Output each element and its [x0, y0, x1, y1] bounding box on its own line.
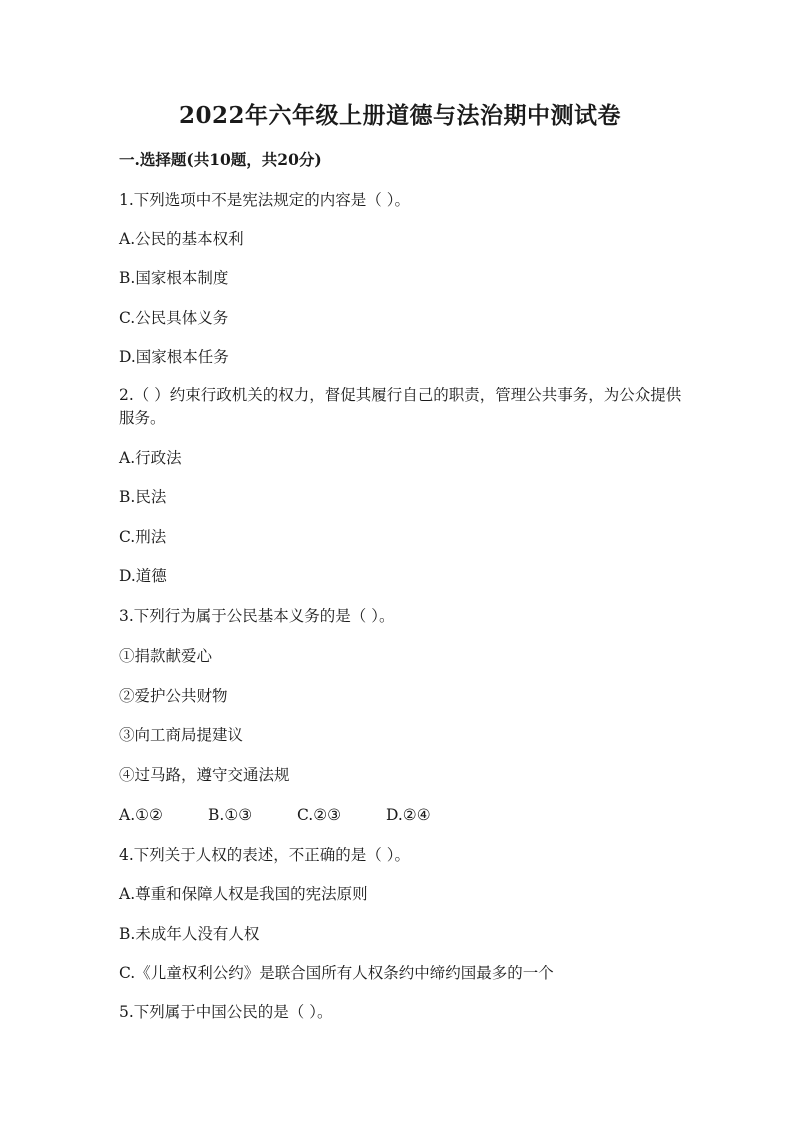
question-2-option-b: B.民法 [119, 488, 167, 506]
question-4-option-a: A.尊重和保障人权是我国的宪法原则 [119, 885, 368, 903]
question-3-option-d: D.②④ [386, 806, 431, 824]
question-2-stem: 2.（ ）约束行政机关的权力，督促其履行自己的职责，管理公共事务，为公众提供服务。 [119, 386, 682, 427]
question-1-option-b: B.国家根本制度 [119, 269, 229, 287]
question-3-item-3: ③向工商局提建议 [119, 726, 244, 744]
question-2-option-c: C.刑法 [119, 528, 167, 546]
question-1-option-d: D.国家根本任务 [119, 348, 229, 366]
question-1-option-c: C.公民具体义务 [119, 309, 229, 327]
section-heading: 一.选择题(共10题，共20分) [119, 150, 322, 169]
question-3-option-a: A.①② [119, 806, 163, 824]
question-2-option-a: A.行政法 [119, 449, 182, 467]
question-3-option-c: C.②③ [297, 806, 342, 824]
question-2-option-d: D.道德 [119, 567, 167, 585]
question-1-option-a: A.公民的基本权利 [119, 230, 244, 248]
question-3-option-b: B.①③ [208, 806, 253, 824]
question-1-stem: 1.下列选项中不是宪法规定的内容是（ ）。 [119, 191, 410, 209]
question-3-item-2: ②爱护公共财物 [119, 687, 228, 705]
question-4-option-b: B.未成年人没有人权 [119, 925, 260, 943]
question-3-item-4: ④过马路，遵守交通法规 [119, 766, 290, 784]
question-4-option-c: C.《儿童权利公约》是联合国所有人权条约中缔约国最多的一个 [119, 964, 554, 982]
page-title: 2022年六年级上册道德与法治期中测试卷 [178, 102, 621, 129]
question-5-stem: 5.下列属于中国公民的是（ ）。 [119, 1003, 333, 1021]
question-3-item-1: ①捐款献爱心 [119, 647, 213, 665]
question-3-stem: 3.下列行为属于公民基本义务的是（ ）。 [119, 607, 395, 625]
question-4-stem: 4.下列关于人权的表述，不正确的是（ ）。 [119, 846, 410, 864]
